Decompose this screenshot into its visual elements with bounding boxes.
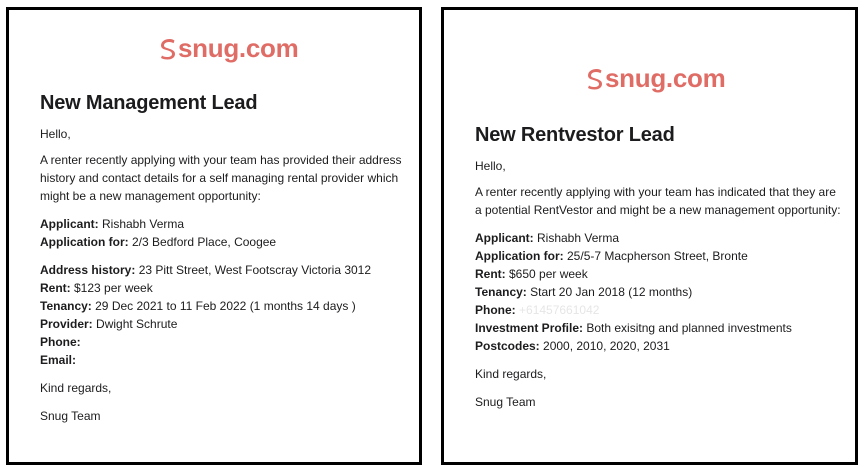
greeting-text: Hello, — [40, 127, 71, 141]
detail-label: Email: — [40, 353, 77, 367]
detail-row-tenancy — [40, 297, 405, 315]
detail-label: Application for: — [40, 235, 129, 249]
detail-label: Phone: — [40, 335, 81, 349]
address-history-details — [40, 261, 405, 369]
email-panel-management-lead — [6, 7, 422, 465]
snug-logo-mark-icon — [159, 37, 177, 61]
detail-value: Both exisitng and planned investments — [583, 321, 792, 335]
snug-logo-mark-icon — [586, 67, 604, 91]
detail-label: Provider: — [40, 317, 93, 331]
detail-row-investment-profile — [475, 319, 841, 337]
detail-value: Start 20 Jan 2018 (12 months) — [526, 285, 693, 299]
intro-paragraph: A renter recently applying with your team has indicated that they are a potential RentVestor and might be a new management opportunity: — [475, 185, 841, 217]
detail-row-application-for — [40, 233, 405, 251]
detail-row-email — [40, 351, 405, 369]
detail-row-address-history — [40, 261, 405, 279]
detail-row-rent — [475, 265, 841, 283]
detail-row-phone — [475, 301, 841, 319]
signoff-text: Snug Team — [40, 409, 101, 423]
detail-value-redacted: +61457661042 — [515, 303, 600, 317]
email-panel-rentvestor-lead — [441, 7, 858, 465]
detail-label: Rent: — [475, 267, 506, 281]
detail-label: Address history: — [40, 263, 136, 277]
detail-value: 23 Pitt Street, West Footscray Victoria 3012 — [135, 263, 372, 277]
detail-row-rent — [40, 279, 405, 297]
detail-row-applicant — [475, 229, 841, 247]
detail-label: Postcodes: — [475, 339, 540, 353]
detail-label: Application for: — [475, 249, 564, 263]
detail-value: 29 Dec 2021 to 11 Feb 2022 (1 months 14 days ) — [91, 299, 356, 313]
detail-value: Rishabh Verma — [533, 231, 620, 245]
email-body — [40, 92, 405, 425]
detail-label: Investment Profile: — [475, 321, 584, 335]
snug-logo — [586, 63, 725, 94]
detail-row-applicant — [40, 215, 405, 233]
detail-row-postcodes — [475, 337, 841, 355]
detail-row-tenancy — [475, 283, 841, 301]
applicant-details — [40, 215, 405, 251]
rentvestor-details — [475, 229, 841, 355]
detail-value: 25/5-7 Macpherson Street, Bronte — [563, 249, 748, 263]
detail-value: $650 per week — [505, 267, 588, 281]
logo-text: snug.com — [178, 33, 299, 63]
detail-row-application-for — [475, 247, 841, 265]
detail-label: Applicant: — [475, 231, 534, 245]
greeting-text: Hello, — [475, 159, 506, 173]
detail-label: Rent: — [40, 281, 71, 295]
detail-row-provider — [40, 315, 405, 333]
snug-logo — [159, 33, 298, 64]
detail-value: Rishabh Verma — [98, 217, 185, 231]
closing-text: Kind regards, — [475, 367, 547, 381]
closing-text: Kind regards, — [40, 381, 112, 395]
email-title: New Management Lead — [40, 92, 258, 114]
logo-text: snug.com — [605, 63, 726, 93]
detail-value: 2/3 Bedford Place, Coogee — [128, 235, 277, 249]
detail-row-phone — [40, 333, 405, 351]
detail-label: Tenancy: — [475, 285, 527, 299]
detail-value: Dwight Schrute — [92, 317, 178, 331]
detail-label: Phone: — [475, 303, 516, 317]
detail-value: 2000, 2010, 2020, 2031 — [539, 339, 670, 353]
detail-value: $123 per week — [70, 281, 153, 295]
email-body — [475, 124, 841, 411]
detail-label: Applicant: — [40, 217, 99, 231]
detail-label: Tenancy: — [40, 299, 92, 313]
email-title: New Rentvestor Lead — [475, 124, 675, 146]
intro-paragraph: A renter recently applying with your team has provided their address history and contact details for a self managing rental provider which might be a new management opportunity: — [40, 153, 402, 203]
signoff-text: Snug Team — [475, 395, 536, 409]
